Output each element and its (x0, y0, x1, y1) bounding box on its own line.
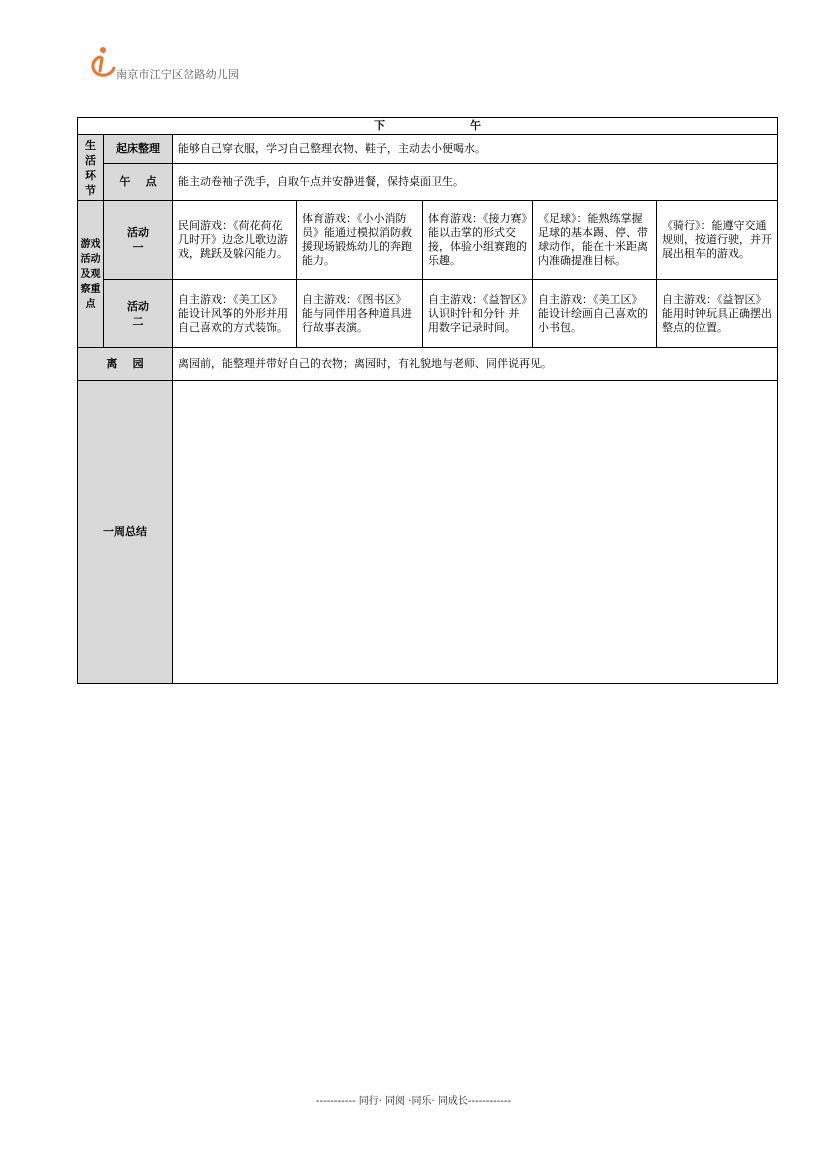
leave-label: 离 园 (78, 348, 173, 381)
life-label-char: 活 (85, 153, 96, 167)
snack-row (78, 164, 778, 201)
games-label-line: 点 (85, 298, 96, 310)
activity-2-label-line: 二 (132, 314, 144, 328)
life-label-char: 节 (85, 183, 96, 197)
title-char-right: 午 (470, 119, 481, 132)
games-label-line: 及观 (80, 268, 101, 280)
activity-1-label-line: 一 (132, 241, 144, 254)
table-title-row (78, 118, 778, 135)
wakeup-content: 能够自己穿衣服，学习自己整理衣物、鞋子，主动去小便喝水。 (173, 135, 778, 164)
life-label-char: 生 (85, 138, 96, 152)
activity-2-cell: 自主游戏：《益智区》认识时针和分针 并用数字记录时间。 (423, 280, 533, 348)
activity-2-row (78, 280, 778, 348)
daily-plan-table (77, 117, 778, 684)
leave-content: 离园前，能整理并带好自己的衣物；离园时，有礼貌地与老师、同伴说再见。 (173, 348, 778, 381)
school-name: 南京市江宁区岔路幼儿园 (116, 68, 240, 81)
summary-label: 一周总结 (78, 381, 173, 684)
games-label-line: 察重 (80, 283, 101, 295)
leave-row (78, 348, 778, 381)
activity-2-cell: 自主游戏：《美工区》能设计风筝的外形并用自己喜欢的方式装饰。 (173, 280, 297, 348)
activity-1-cell: 民间游戏：《荷花荷花几时开》边念儿歌边游戏，跳跃及躲闪能力。 (173, 201, 297, 280)
activity-1-row (78, 201, 778, 280)
life-label-char: 环 (85, 168, 96, 182)
summary-content (173, 381, 778, 684)
activity-1-cell: 体育游戏：《接力赛》能以击掌的形式交接，体验小组赛跑的乐趣。 (423, 201, 533, 280)
afternoon-title (78, 118, 778, 135)
games-label-line: 活动 (80, 253, 101, 265)
life-section-label (78, 135, 104, 201)
title-char-left: 下 (374, 119, 385, 132)
activity-2-label (104, 280, 173, 348)
activity-1-label-line: 活动 (127, 226, 149, 239)
games-section-label (78, 201, 104, 348)
activity-2-label-line: 活动 (127, 299, 149, 313)
activity-1-cell: 《足球》：能熟练掌握足球的基本踢、停、带球动作，能在十米距离内准确提准目标。 (533, 201, 657, 280)
wakeup-row (78, 135, 778, 164)
snack-content: 能主动卷袖子洗手，自取午点并安静进餐，保持桌面卫生。 (173, 164, 778, 201)
snack-label: 午 点 (104, 164, 173, 201)
activity-1-label (104, 201, 173, 280)
summary-row (78, 381, 778, 684)
activity-1-cell: 《骑行》：能遵守交通规则，按道行驶，并开展出租车的游戏。 (657, 201, 778, 280)
activity-1-cell: 体育游戏：《小小消防员》能通过模拟消防救援现场锻炼幼儿的奔跑能力。 (297, 201, 423, 280)
page-footer: ----------- 同行· 同阅 ·同乐· 同成长------------ (315, 1096, 512, 1107)
games-label-line: 游戏 (80, 238, 101, 250)
activity-2-cell: 自主游戏：《美工区》能设计绘画自己喜欢的小书包。 (533, 280, 657, 348)
school-logo-icon (88, 44, 118, 80)
activity-2-cell: 自主游戏：《图书区》能与同伴用各种道具进行故事表演。 (297, 280, 423, 348)
activity-2-cell: 自主游戏：《益智区》能用时钟玩具正确摆出整点的位置。 (657, 280, 778, 348)
wakeup-label: 起床整理 (104, 135, 173, 164)
